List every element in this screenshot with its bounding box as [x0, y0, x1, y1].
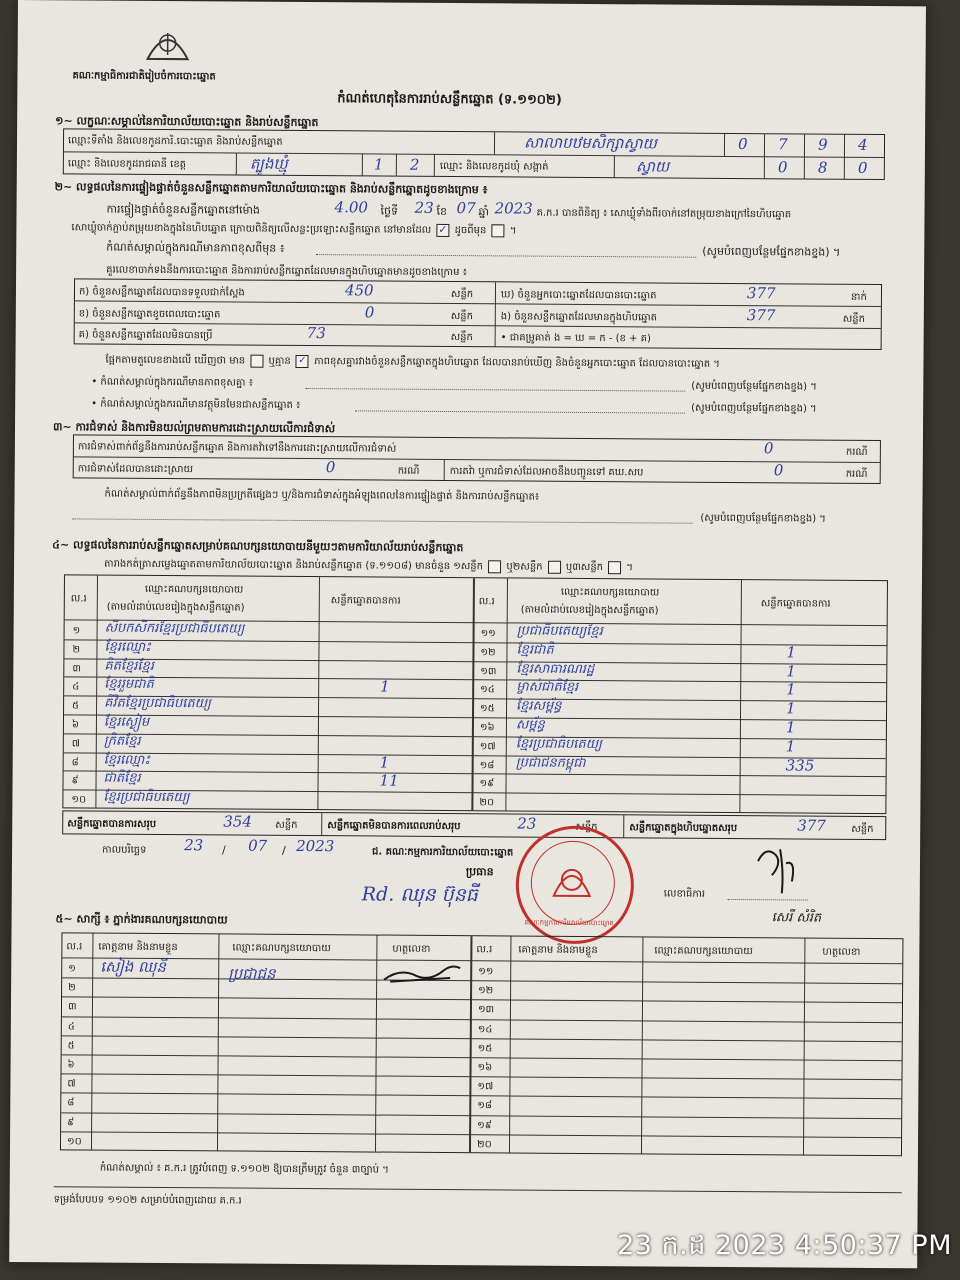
- witness-row-no: ៤: [67, 1020, 75, 1033]
- party-row-name: ម្ចាស់ជាតិខ្មែរ: [516, 679, 579, 696]
- seal-check-line2: សោឃ្លុំចាក់ភ្ជាប់តម្រុយខាងក្នុងនៃហិបឆ្នោត ក្រោយពិនិត្យលើសន្លះប្រឡោះសន្លឹកឆ្នោត នៅមានដែល: [71, 222, 432, 236]
- date-day: 23: [184, 836, 204, 855]
- tally-end: ។: [626, 562, 634, 574]
- party-row-no: ៦: [71, 719, 80, 731]
- section3-note-line: [72, 518, 692, 523]
- two-sheets-text: ឬ២សន្លឹក: [506, 561, 543, 573]
- party-row-name: សិបកសិករខ្មែរប្រជាធិបតេយ្យ: [104, 620, 245, 637]
- section3-heading: ៣~ ការជំទាស់ និងការមិនយល់ព្រមតាមការដោះស្រាយលើការជំទាស់: [52, 420, 336, 436]
- party-row-no: ១៧: [479, 741, 496, 753]
- unused-ballots-unit: សន្លឹក: [450, 332, 473, 344]
- total-box-label: សន្លឹកឆ្នោតក្នុងហិបឆ្នោតសរុប: [629, 822, 738, 835]
- party-row-votes: 1: [786, 661, 796, 681]
- objection-label: ការជំទាស់ពាក់ព័ន្ធនឹងការរាប់សន្លឹកឆ្នោត និងការតវ៉ាទៅនឹងការដោះស្រាយលើការជំទាស់: [77, 441, 397, 455]
- commission-label: ជ. គណៈកម្មការការិយាល័យបោះឆ្នោត: [372, 846, 514, 859]
- commune-name: ស្វាយ: [635, 157, 670, 176]
- party-row-no: ២០: [479, 797, 495, 809]
- party-row-votes: 1: [786, 680, 796, 699]
- year-label: ឆ្នាំ: [478, 205, 490, 219]
- party-row-no: ៧: [71, 738, 81, 750]
- results-col-votes-left: សន្លឹកឆ្នោតបានការ: [330, 595, 401, 607]
- spoiled-ballots-value: 0: [364, 303, 375, 322]
- verify-time: 4.00: [334, 198, 369, 217]
- verify-time-text: ការផ្ទៀងផ្ទាត់ចំនួនសន្លឹកឆ្នោតនៅម៉ោង: [106, 202, 260, 217]
- party-row-no: ៩: [71, 775, 79, 787]
- witness-row-no: ២: [68, 982, 76, 994]
- party-row-name: ខ្មែរសាធារណរដ្ឋ: [516, 661, 595, 677]
- witness-row-no: ១២: [478, 985, 494, 997]
- results-col-no-left: ល.រ: [70, 593, 87, 605]
- province-code-2: 2: [409, 155, 420, 174]
- three-sheets-text: ឬ៣សន្លឹក: [565, 561, 604, 574]
- form-paper: គណៈកម្មាធិការជាតិរៀបចំការបោះឆ្នោត កំណត់ហេតុនៃការរាប់សន្លឹកឆ្នោត (ទ.១១០២) ១~ លក្ខណៈសម្គាល់នៃការិយាល័យបោះឆ្នោត និងរាប់សន្លឹកឆ្នោត ឈ្មោះទីតាំង និងលេខកូដការិ.បោះឆ្នោត និងរាប់សន្លឹកឆ្នោត សាលាបឋមសិក្សាស្វាយ 0 7 9 4 ឈ្មោះ និងលេខកូដរាជធានី ខេត្ត ត្បូងឃ្មុំ 1 2 ឈ្មោះ និងលេខកូដឃុំ សង្កាត់ ស្វាយ 0 8 0 ២~ លទ្ធផលនៃការផ្ទៀងផ្ទាត់ចំនួនសន្លឹកឆ្នោតតាមការិយាល័យបោះឆ្នោត និងរាប់សន្លឹកឆ្នោតដូចខាងក្រោម ៖ ការផ្ទៀងផ្ទាត់ចំនួនសន្លឹកឆ្នោតនៅម៉ោង 4.00 ថ្ងៃទី 23 ខែ 07 ឆ្នាំ 2023 គ.ក.រ បានពិនិត្យ ៖ សោឃ្លុំទាំងពីរចាក់នៅតម្រុយខាងក្រៅនៃហិបឆ្នោត សោឃ្លុំចាក់ភ្ជាប់តម្រុយខាងក្នុងនៃហិបឆ្នោត ក្រោយពិនិត្យលើសន្លះប្រឡោះសន្លឹកឆ្នោត នៅមានដែល ✓ ដូចពីមុន ។ កំណត់សម្គាល់ក្នុងករណីមានភាពខុសពីមុន ៖ (សូមបំពេញបន្ថែមផ្នែកខាងខ្នង) ។ គួរលេខាចាក់ទងនឹងការបោះឆ្នោត និងការរាប់សន្លឹកឆ្នោតដែលមានក្នុងហិបឆ្នោតមានដូចខាងក្រោម ៖ ក) ចំនួនសន្លឹកឆ្នោតដែលបានទទួលជាក់ស្តែង 450 សន្លឹក ខ) ចំនួនសន្លឹកឆ្នោតខូចពេលបោះឆ្នោត 0 សន្លឹក គ) ចំនួនសន្លឹកឆ្នោតដែលមិនបានប្រើ 73 សន្លឹក ឃ) ចំនួនអ្នកបោះឆ្នោតដែលបានបោះឆ្នោត 377 នាក់ ង) ចំនួនសន្លឹកឆ្នោតដែលមានក្នុងហិបឆ្នោត 377 សន្លឹក • ជាគម្រូគាត់ ង = ឃ = ក - (ខ + គ) ផ្អែកតាមតួលេខខាងលើ ឃើញថា មាន ឬគ្មាន ✓ ភាពខុសគ្នារវាងចំនួនសន្លឹកឆ្នោតក្នុងហិបឆ្នោត ដែលបានរាប់ឃើញ និងចំនួនអ្នកបោះឆ្នោត ដែលបានបោះឆ្នោត ។ • កំណត់សម្គាល់ក្នុងករណីមានភាពខុសគ្នា ៖ (សូមបំពេញបន្ថែមផ្នែកខាងខ្នង) ។ • កំណត់សម្គាល់ក្នុងករណីមានវត្ថុមិនមែនជាសន្លឹកឆ្នោត ៖ (សូមបំពេញបន្ថែមផ្នែកខាងខ្នង) ។ ៣~ ការជំទាស់ និងការមិនយល់ព្រមតាមការដោះស្រាយលើការជំទាស់ ការជំទាស់ពាក់ព័ន្ធនឹងការរាប់សន្លឹកឆ្នោត និងការតវ៉ាទៅនឹងការដោះស្រាយលើការជំទាស់ 0 ករណី ការជំទាស់ដែលបានដោះស្រាយ 0 ករណី ការតវ៉ា ឬការជំទាស់ដែលអាចនឹងបញ្ជូនទៅ គឃ.សប 0 ករណី កំណត់សម្គាល់ពាក់ព័ន្ធនឹងភាពមិនប្រក្រតីផ្សេងៗ ឬ/និងការជំទាស់ក្នុងអំឡុងពេលនៃការផ្ទៀងផ្ទាត់ និងការរាប់សន្លឹកឆ្នោត៖ (សូមបំពេញបន្ថែមផ្នែកខាងខ្នង) ។ ៤~ លទ្ធផលនៃការរាប់សន្លឹកឆ្នោតសម្រាប់គណបក្សនយោបាយនីមួយៗតាមការិយាល័យរាប់សន្លឹកឆ្នោត តារាងកត់ត្រាសម្លេងឆ្នោតតាមការិយាល័យបោះឆ្នោត និងរាប់សន្លឹកឆ្នោត (ទ.១១០៨) មានចំនួន ១សន្លឹក ឬ២សន្លឹក ឬ៣សន្លឹក ។ ល.រ ឈ្មោះគណបក្សនយោបាយ (តាមលំដាប់លេខរៀងក្នុងសន្លឹកឆ្នោត) សន្លឹកឆ្នោតបានការ ល.រ ឈ្មោះគណបក្សនយោបាយ (តាមលំដាប់លេខរៀងក្នុងសន្លឹកឆ្នោត) សន្លឹកឆ្នោតបានការ ១ សិបកសិករខ្មែរប្រជាធិបតេយ្យ ១១ ប្រជាធិបតេយ្យខ្មែរ ២ ខ្មែរឈ្មោះ ១២ ខ្មែរជាតិ 1 ៣ គិតខ្មែរខ្មែរ ១៣ ខ្មែរសាធារណរដ្ឋ 1 ៤ ខ្មែររួមជាតិ 1 ១៤ ម្ចាស់ជាតិខ្មែរ 1 ៥ គីវិតខ្មែរប្រជាធិបតេយ្យ ១៥ ខ្មែរសម្ព័ន្ធ 1 ៦ ខ្មែរស្ងៀម ១៦ សម្ព័ន្ធ 1 ៧ ក្រិតខ្មែរ ១៧ ខ្មែរប្រជាធិបតេយ្យ 1 ៨ ខ្មែរឈ្មោះ 1 ១៨ ប្រជាជនកម្ពុជា 335 ៩ ជាតិខ្មែរ 11 ១៩ ១០ ខ្មែរប្រជាធិបតេយ្យ ២០ សន្លឹកឆ្នោតបានការសរុប 354 សន្លឹក សន្លឹកឆ្នោតមិនបានការពេលរាប់សរុប 23 សន្លឹក សន្លឹកឆ្នោតក្នុងហិបឆ្នោតសរុប 377 សន្លឹក កាលបរិច្ឆេទ 23 / 07 / 2023 ជ. គណៈកម្មការការិយាល័យបោះឆ្នោត ប្រធាន Rd. ឈុន ប៊ុនធី លេខាធិការ សេរី សំរិត គណៈកម្មការការិយាល័យបោះឆ្នោត ៥~ សាក្សី ៖ ភ្នាក់ងារគណបក្សនយោបាយ ល.រ គោត្តនាម និងនាមខ្លួន ឈ្មោះគណបក្សនយោបាយ ហត្ថលេខា ល.រ គោត្តនាម និងនាមខ្លួន ឈ្មោះគណបក្សនយោបាយ ហត្ថលេខា ១ ១១ ២ ១២ ៣ ១៣ ៤ ១៤ ៥ ១៥ ៦ ១៦ ៧ ១៧ ៨ ១៨ ៩ ១៩ ១០ ២០ សៀង ឈុនី ប្រជាជន កំណត់សម្គាល់ ៖ គ.ក.រ ត្រូវបំពេញ ទ.១១០២ ឱ្យបានត្រឹមត្រូវ ចំនួន ៣ច្បាប់ ។ ទម្រង់បែបបទ ១១០២ សម្រាប់បំពេញដោយ គ.ក.រ: [9, 0, 926, 1268]
- witness-col-name-right: គោត្តនាម និងនាមខ្លួន: [518, 944, 598, 957]
- party-row-no: ១៥: [480, 703, 495, 715]
- party-row-no: ៤: [72, 681, 80, 693]
- compare-none-text: ឬគ្មាន: [268, 355, 291, 367]
- section3-note: កំណត់សម្គាល់ពាក់ព័ន្ធនឹងភាពមិនប្រក្រតីផ្សេងៗ ឬ/និងការជំទាស់ក្នុងអំឡុងពេលនៃការផ្ទៀងផ្ទាត់ និងការរាប់សន្លឹកឆ្នោត៖: [104, 488, 540, 503]
- section4-heading: ៤~ លទ្ធផលនៃការរាប់សន្លឹកឆ្នោតសម្រាប់គណបក្សនយោបាយនីមួយៗតាមការិយាល័យរាប់សន្លឹកឆ្នោត: [52, 538, 464, 555]
- received-ballots-label: ក) ចំនួនសន្លឹកឆ្នោតដែលបានទទួលជាក់ស្តែង: [78, 286, 245, 299]
- party-row-name: ក្រិតខ្មែរ: [103, 733, 141, 749]
- total-valid-value: 354: [223, 812, 252, 831]
- section3-table: [73, 434, 881, 484]
- station-code-4: 4: [857, 135, 868, 154]
- same-label: ដូចពីមុន: [454, 225, 487, 237]
- party-row-no: ៨: [71, 756, 79, 769]
- witness-row-no: ១១: [478, 966, 494, 978]
- day-label: ថ្ងៃទី: [380, 204, 399, 218]
- witness-col-sign-left: ហត្ថលេខា: [392, 943, 431, 955]
- box-ballots-value: 377: [746, 306, 776, 325]
- witness-row-no: ១៧: [477, 1081, 494, 1093]
- secretary-signature: [752, 841, 802, 897]
- difference-note-label: កំណត់សម្គាល់ក្នុងករណីមានភាពខុសពីមុន ៖: [106, 240, 285, 255]
- form-title: កំណត់ហេតុនៃការរាប់សន្លឹកឆ្នោត (ទ.១១០២): [337, 91, 562, 108]
- comparison-line: [105, 353, 720, 372]
- fill-hint-1: (សូមបំពេញបន្ថែមផ្នែកខាងខ្នង) ។: [702, 244, 841, 259]
- witness-footnote: កំណត់សម្គាល់ ៖ គ.ក.រ ត្រូវបំពេញ ទ.១១០២ ឱ្យបានត្រឹមត្រូវ ចំនួន ៣ច្បាប់ ។: [99, 1162, 389, 1176]
- witness-row-no: ៨: [67, 1097, 75, 1109]
- witness-row-no: ១៦: [477, 1062, 493, 1074]
- emblem-logo: [138, 19, 198, 67]
- party-row-no: ១៣: [480, 665, 497, 677]
- section2-table: [74, 278, 882, 350]
- witness-table: [60, 932, 904, 1156]
- section1-heading: ១~ លក្ខណៈសម្គាល់នៃការិយាល័យបោះឆ្នោត និងរាប់សន្លឹកឆ្នោត: [55, 114, 319, 130]
- party-row-votes: 1: [379, 753, 390, 772]
- witness-col-party-left: ឈ្មោះគណបក្សនយោបាយ: [232, 942, 331, 955]
- results-table: [62, 574, 888, 814]
- results-col-party-sub-right: (តាមលំដាប់លេខរៀងក្នុងសន្លឹកឆ្នោត): [520, 604, 659, 617]
- escalated-value: 0: [773, 461, 784, 480]
- box-ballots-label: ង) ចំនួនសន្លឹកឆ្នោតដែលមានក្នុងហិបឆ្នោត: [500, 311, 658, 324]
- witness-1-name: សៀង ឈុនី: [100, 957, 166, 977]
- province-code-1: 1: [373, 155, 384, 174]
- results-col-party-sub-left: (តាមលំដាប់លេខរៀងក្នុងសន្លឹកឆ្នោត): [106, 601, 245, 614]
- polling-station-name: សាលាបឋមសិក្សាស្វាយ: [523, 133, 657, 153]
- box-ballots-unit: សន្លឹក: [842, 313, 866, 325]
- province-name: ត្បូងឃ្មុំ: [249, 154, 288, 173]
- secretary-label: លេខាធិការ: [663, 888, 706, 900]
- objection-unit: ករណី: [845, 446, 868, 458]
- unused-ballots-value: 73: [306, 324, 326, 343]
- party-row-name: ខ្មែរប្រជាធិបតេយ្យ: [103, 789, 190, 806]
- party-row-name: ប្រជាជនកម្ពុជា: [515, 755, 586, 771]
- party-row-name: គីវិតខ្មែរប្រជាធិបតេយ្យ: [104, 695, 211, 712]
- total-invalid-unit: សន្លឹក: [575, 821, 598, 834]
- total-invalid-label: សន្លឹកឆ្នោតមិនបានការពេលរាប់សរុប: [327, 820, 461, 833]
- party-row-votes: 1: [786, 643, 797, 662]
- one-sheet-checkbox[interactable]: [488, 560, 501, 573]
- date-year: 2023: [296, 836, 335, 856]
- tally-sheet-line: [104, 557, 633, 576]
- party-row-votes: 11: [379, 771, 399, 791]
- station-code-3: 9: [817, 135, 828, 154]
- fill-hint-4: (សូមបំពេញបន្ថែមផ្នែកខាងខ្នង) ។: [700, 512, 826, 525]
- party-row-votes: 1: [786, 699, 796, 718]
- witness-row-no: ២០: [476, 1139, 492, 1151]
- witness-col-name-left: គោត្តនាម និងនាមខ្លួន: [98, 941, 178, 954]
- party-row-votes: 1: [785, 718, 796, 737]
- party-row-no: ២: [72, 644, 81, 656]
- commune-code-3: 0: [857, 158, 868, 177]
- witness-col-no-right: ល.រ: [476, 944, 493, 956]
- witness-row-no: ១៩: [477, 1119, 492, 1131]
- section2-heading: ២~ លទ្ធផលនៃការផ្ទៀងផ្ទាត់ចំនួនសន្លឹកឆ្នោតតាមការិយាល័យបោះឆ្នោត និងរាប់សន្លឹកឆ្នោតដូចខាងក្រោម ៖: [54, 180, 488, 197]
- witness-row-no: ១: [68, 963, 76, 975]
- party-row-name: ជាតិខ្មែរ: [103, 771, 141, 787]
- escalated-unit: ករណី: [845, 468, 868, 480]
- official-seal: [515, 825, 634, 944]
- voters-unit: នាក់: [850, 291, 867, 303]
- bullet-difference: • កំណត់សម្គាល់ក្នុងករណីមានភាពខុសគ្នា ៖: [91, 376, 254, 389]
- party-row-no: ១៤: [480, 684, 495, 696]
- chair-name: Rd. ឈុន ប៊ុនធី: [361, 883, 478, 907]
- committee-name: គណៈកម្មាធិការជាតិរៀបចំការបោះឆ្នោត: [72, 70, 216, 83]
- party-row-no: ៥: [72, 700, 80, 712]
- tally-sheet-text: តារាងកត់ត្រាសម្លេងឆ្នោតតាមការិយាល័យបោះឆ្នោត និងរាប់សន្លឹកឆ្នោត (ទ.១១០៨) មានចំនួន ១សន្លឹក: [104, 558, 484, 573]
- total-box-unit: សន្លឹក: [851, 823, 874, 835]
- witness-row-no: ១៥: [477, 1043, 493, 1055]
- party-row-no: ១០: [71, 794, 87, 806]
- seal-check-text: គ.ក.រ បានពិនិត្យ ៖ សោឃ្លុំទាំងពីរចាក់នៅតម្រុយខាងក្រៅនៃហិបឆ្នោត: [536, 207, 792, 221]
- difference-note-line: [316, 254, 696, 258]
- unused-ballots-label: គ) ចំនួនសន្លឹកឆ្នោតដែលមិនបានប្រើ: [78, 329, 213, 342]
- total-valid-label: សន្លឹកឆ្នោតបានការសរុប: [67, 818, 157, 830]
- party-row-name: ខ្មែរឈ្មោះ: [103, 752, 151, 768]
- party-row-no: ១៦: [479, 722, 495, 734]
- fill-hint-2: (សូមបំពេញបន្ថែមផ្នែកខាងខ្នង) ។: [691, 380, 817, 393]
- no-difference-checkbox[interactable]: ✓: [296, 354, 309, 367]
- different-checkbox[interactable]: [491, 224, 504, 237]
- polling-station-label: ឈ្មោះទីតាំង និងលេខកូដការិ.បោះឆ្នោត និងរាប់សន្លឹកឆ្នោត: [67, 135, 283, 148]
- voters-value: 377: [746, 284, 776, 303]
- resolved-label: ការជំទាស់ដែលបានដោះស្រាយ: [77, 463, 194, 476]
- total-invalid-value: 23: [517, 814, 537, 833]
- results-col-party-right: ឈ្មោះគណបក្សនយោបាយ: [560, 586, 660, 599]
- section5-heading: ៥~ សាក្សី ៖ ភ្នាក់ងារគណបក្សនយោបាយ: [55, 912, 228, 927]
- chair-label: ប្រធាន: [465, 865, 494, 879]
- witness-1-signature: [380, 960, 466, 987]
- escalated-label: ការតវ៉ា ឬការជំទាស់ដែលអាចនឹងបញ្ជូនទៅ គឃ.សប: [449, 466, 644, 479]
- total-valid-unit: សន្លឹក: [275, 819, 298, 831]
- party-row-name: ខ្មែរស្ងៀម: [103, 714, 150, 730]
- witness-row-no: ១៤: [477, 1023, 493, 1035]
- witness-1-party: ប្រជាជន: [228, 964, 276, 983]
- voters-label: ឃ) ចំនួនអ្នកបោះឆ្នោតដែលបានបោះឆ្នោត: [500, 289, 657, 302]
- verify-year: 2023: [494, 199, 533, 218]
- commune-code-1: 0: [777, 158, 788, 177]
- resolved-value: 0: [325, 458, 336, 477]
- diff-label: ។: [509, 225, 517, 237]
- party-row-name: ខ្មែរជាតិ: [516, 642, 554, 658]
- two-sheets-checkbox[interactable]: [548, 560, 561, 573]
- results-col-votes-right: សន្លឹកឆ្នោតបានការ: [760, 598, 831, 610]
- seal-text: គណៈកម្មការការិយាល័យបោះឆ្នោត: [524, 918, 614, 928]
- objection-value: 0: [763, 439, 774, 458]
- witness-col-party-right: ឈ្មោះគណបក្សនយោបាយ: [654, 945, 753, 958]
- fill-hint-3: (សូមបំពេញបន្ថែមផ្នែកខាងខ្នង) ។: [691, 402, 817, 415]
- received-ballots-value: 450: [344, 281, 374, 300]
- has-difference-checkbox[interactable]: [250, 354, 263, 367]
- witness-row-no: ៣: [67, 1001, 77, 1013]
- witness-col-sign-right: ហត្ថលេខា: [822, 946, 861, 958]
- party-row-name: ប្រជាធិបតេយ្យខ្មែរ: [516, 623, 603, 640]
- results-col-party-left: ឈ្មោះគណបក្សនយោបាយ: [144, 583, 244, 596]
- same-checkbox[interactable]: ✓: [438, 222, 448, 236]
- station-code-2: 7: [777, 135, 788, 154]
- month-label: ខែ: [436, 204, 448, 219]
- form-code: ទម្រង់បែបបទ ១១០២ សម្រាប់បំពេញដោយ គ.ក.រ: [53, 1194, 242, 1207]
- party-row-name: សម្ព័ន្ធ: [515, 717, 545, 733]
- compare-rest-text: ភាពខុសគ្នារវាងចំនួនសន្លឹកឆ្នោតក្នុងហិបឆ្នោត ដែលបានរាប់ឃើញ និងចំនួនអ្នកបោះឆ្នោត ដែលបានបោះឆ្នោត ។: [314, 356, 720, 370]
- party-row-no: ១: [72, 625, 81, 637]
- witness-col-no-left: ល.រ: [66, 941, 83, 953]
- party-row-name: ខ្មែរឈ្មោះ: [104, 639, 151, 655]
- witness-row-no: ៥: [67, 1040, 75, 1052]
- party-row-no: ១៨: [479, 759, 495, 771]
- section1-table: [63, 128, 885, 180]
- photo-timestamp: 23 ក.ដ 2023 4:50:37 PM: [617, 1230, 952, 1261]
- three-sheets-checkbox[interactable]: [608, 561, 621, 574]
- witness-row-no: ១៣: [477, 1004, 495, 1016]
- party-row-votes: 1: [380, 677, 390, 697]
- party-row-no: ១៩: [479, 778, 495, 790]
- party-row-no: ៣: [72, 662, 81, 675]
- total-box-value: 377: [797, 816, 826, 835]
- party-row-no: ១១: [480, 628, 496, 640]
- formula-label: • ជាគម្រូគាត់ ង = ឃ = ក - (ខ + គ): [500, 332, 651, 345]
- province-label: ឈ្មោះ និងលេខកូដរាជធានី ខេត្ត: [67, 158, 187, 171]
- date-month: 07: [248, 836, 268, 855]
- secretary-name: សេរី សំរិត: [771, 910, 822, 926]
- station-code-1: 0: [737, 135, 748, 154]
- verify-day: 23: [414, 198, 434, 217]
- bullet-objects-line: [355, 410, 685, 413]
- bullet-difference-line: [305, 388, 685, 392]
- spoiled-ballots-unit: សន្លឹក: [450, 311, 474, 323]
- party-row-name: គិតខ្មែរខ្មែរ: [104, 658, 154, 674]
- received-ballots-unit: សន្លឹក: [450, 289, 474, 301]
- party-row-votes: 1: [785, 737, 796, 756]
- witness-row-no: ៩: [67, 1116, 75, 1129]
- witness-row-no: ៧: [67, 1078, 76, 1090]
- witness-row-no: ១០: [66, 1136, 82, 1148]
- resolved-unit: ករណី: [397, 465, 420, 477]
- results-col-no-right: ល.រ: [478, 596, 495, 608]
- commune-label: ឈ្មោះ និងលេខកូដឃុំ សង្កាត់: [439, 160, 549, 173]
- date-label: កាលបរិច្ឆេទ: [102, 844, 147, 856]
- bullet-objects: • កំណត់សម្គាល់ក្នុងករណីមានវត្ថុមិនមែនជាសន្លឹកឆ្នោត ៖: [91, 398, 301, 411]
- figures-intro: គួរលេខាចាក់ទងនឹងការបោះឆ្នោត និងការរាប់សន្លឹកឆ្នោតដែលមានក្នុងហិបឆ្នោតមានដូចខាងក្រោម ៖: [106, 264, 468, 279]
- seal-check-text-2: [71, 220, 516, 238]
- party-row-name: ខ្មែរសម្ព័ន្ធ: [516, 698, 562, 714]
- party-row-name: ខ្មែរប្រជាធិបតេយ្យ: [515, 736, 603, 752]
- party-row-name: ខ្មែររួមជាតិ: [104, 677, 154, 693]
- commune-code-2: 8: [817, 158, 828, 177]
- party-row-no: ១២: [480, 647, 496, 659]
- spoiled-ballots-label: ខ) ចំនួនសន្លឹកឆ្នោតខូចពេលបោះឆ្នោត: [78, 308, 221, 321]
- verify-month: 07: [456, 199, 476, 218]
- compare-text: ផ្អែកតាមតួលេខខាងលើ ឃើញថា មាន: [105, 354, 246, 367]
- witness-row-no: ៦: [67, 1059, 75, 1071]
- secretary-sign-line: [728, 899, 808, 901]
- witness-row-no: ១៨: [477, 1100, 492, 1112]
- footer-divider: [54, 1186, 902, 1193]
- party-row-votes: 335: [785, 755, 815, 775]
